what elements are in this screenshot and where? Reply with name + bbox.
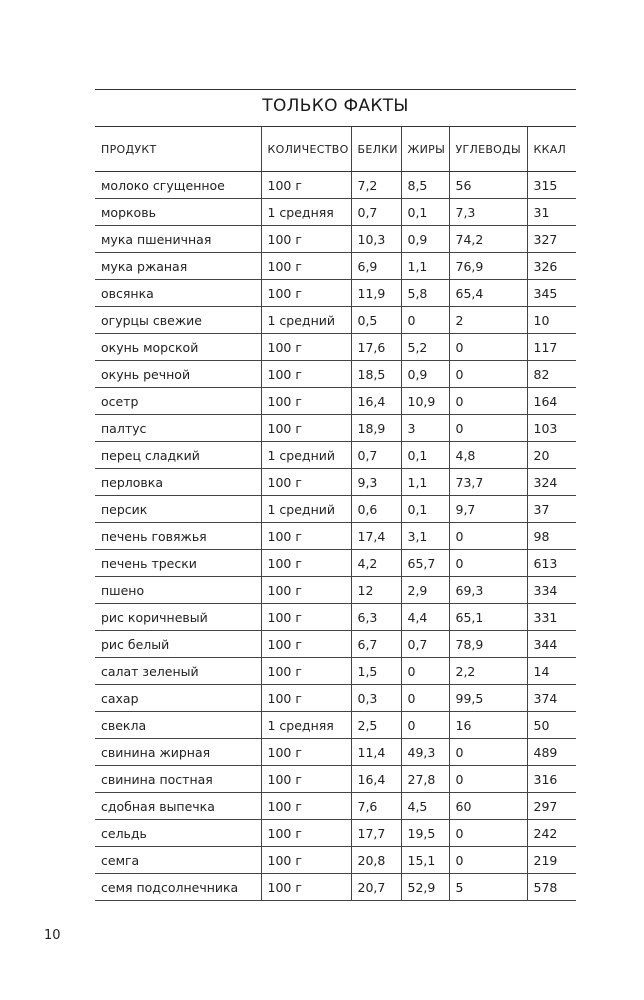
cell-fat: 0,1 [401,496,449,523]
table-row [95,469,576,496]
table-row [95,442,576,469]
cell-product: огурцы свежие [95,307,261,334]
cell-carbs: 65,4 [449,280,527,307]
table-row [95,307,576,334]
cell-carbs: 2 [449,307,527,334]
cell-protein: 17,7 [351,820,401,847]
cell-quantity: 1 средняя [261,712,351,739]
cell-quantity: 1 средний [261,307,351,334]
table-body [95,172,576,901]
cell-carbs: 0 [449,361,527,388]
cell-fat: 0 [401,658,449,685]
cell-product: палтус [95,415,261,442]
cell-kcal: 82 [527,361,576,388]
cell-protein: 7,2 [351,172,401,199]
cell-kcal: 219 [527,847,576,874]
cell-protein: 0,6 [351,496,401,523]
title-rule [95,89,576,90]
cell-carbs: 0 [449,388,527,415]
cell-protein: 1,5 [351,658,401,685]
cell-quantity: 100 г [261,469,351,496]
table-row [95,577,576,604]
cell-product: семга [95,847,261,874]
cell-product: рис белый [95,631,261,658]
cell-product: перец сладкий [95,442,261,469]
cell-fat: 0 [401,685,449,712]
cell-quantity: 100 г [261,577,351,604]
cell-carbs: 99,5 [449,685,527,712]
cell-kcal: 334 [527,577,576,604]
header-carbs: УГЛЕВОДЫ [449,127,527,172]
cell-kcal: 10 [527,307,576,334]
cell-fat: 4,4 [401,604,449,631]
cell-protein: 2,5 [351,712,401,739]
cell-protein: 7,6 [351,793,401,820]
cell-quantity: 100 г [261,604,351,631]
cell-quantity: 100 г [261,766,351,793]
cell-kcal: 578 [527,874,576,901]
cell-quantity: 100 г [261,523,351,550]
table-row [95,712,576,739]
cell-kcal: 98 [527,523,576,550]
cell-product: печень говяжья [95,523,261,550]
cell-quantity: 100 г [261,685,351,712]
cell-protein: 6,9 [351,253,401,280]
cell-fat: 3,1 [401,523,449,550]
cell-kcal: 326 [527,253,576,280]
cell-product: сдобная выпечка [95,793,261,820]
cell-protein: 18,9 [351,415,401,442]
cell-protein: 16,4 [351,388,401,415]
cell-carbs: 0 [449,739,527,766]
cell-kcal: 331 [527,604,576,631]
cell-kcal: 316 [527,766,576,793]
cell-carbs: 4,8 [449,442,527,469]
cell-product: печень трески [95,550,261,577]
cell-product: перловка [95,469,261,496]
cell-product: осетр [95,388,261,415]
cell-quantity: 100 г [261,253,351,280]
cell-product: молоко сгущенное [95,172,261,199]
cell-product: окунь морской [95,334,261,361]
cell-carbs: 7,3 [449,199,527,226]
page-title: ТОЛЬКО ФАКТЫ [262,96,409,116]
cell-protein: 16,4 [351,766,401,793]
cell-quantity: 100 г [261,847,351,874]
cell-fat: 0 [401,307,449,334]
cell-kcal: 37 [527,496,576,523]
cell-kcal: 344 [527,631,576,658]
table-row [95,226,576,253]
table-row [95,604,576,631]
cell-quantity: 100 г [261,739,351,766]
cell-fat: 27,8 [401,766,449,793]
cell-kcal: 14 [527,658,576,685]
table-row [95,739,576,766]
cell-protein: 11,9 [351,280,401,307]
cell-quantity: 100 г [261,280,351,307]
cell-kcal: 164 [527,388,576,415]
cell-fat: 4,5 [401,793,449,820]
cell-product: окунь речной [95,361,261,388]
cell-product: персик [95,496,261,523]
cell-protein: 10,3 [351,226,401,253]
cell-kcal: 374 [527,685,576,712]
cell-kcal: 297 [527,793,576,820]
cell-fat: 0 [401,712,449,739]
header-row [95,127,576,172]
cell-product: мука пшеничная [95,226,261,253]
cell-fat: 52,9 [401,874,449,901]
cell-fat: 15,1 [401,847,449,874]
table-row [95,793,576,820]
table-row [95,172,576,199]
cell-quantity: 100 г [261,361,351,388]
cell-product: сахар [95,685,261,712]
table-row [95,874,576,901]
table-row [95,550,576,577]
cell-carbs: 0 [449,820,527,847]
table-row [95,334,576,361]
cell-product: свинина постная [95,766,261,793]
cell-quantity: 100 г [261,415,351,442]
cell-quantity: 1 средний [261,442,351,469]
cell-carbs: 74,2 [449,226,527,253]
cell-product: морковь [95,199,261,226]
cell-product: мука ржаная [95,253,261,280]
table-row [95,820,576,847]
cell-kcal: 489 [527,739,576,766]
cell-quantity: 100 г [261,226,351,253]
cell-product: семя подсолнечника [95,874,261,901]
cell-kcal: 315 [527,172,576,199]
cell-product: сельдь [95,820,261,847]
cell-protein: 0,5 [351,307,401,334]
table-row [95,658,576,685]
cell-carbs: 2,2 [449,658,527,685]
cell-carbs: 0 [449,766,527,793]
cell-carbs: 60 [449,793,527,820]
cell-kcal: 345 [527,280,576,307]
header-protein: БЕЛКИ [351,127,401,172]
cell-quantity: 100 г [261,793,351,820]
cell-kcal: 31 [527,199,576,226]
cell-fat: 0,9 [401,226,449,253]
header-fat: ЖИРЫ [401,127,449,172]
cell-protein: 4,2 [351,550,401,577]
cell-quantity: 100 г [261,631,351,658]
cell-fat: 49,3 [401,739,449,766]
cell-product: свекла [95,712,261,739]
cell-carbs: 0 [449,847,527,874]
table-row [95,280,576,307]
cell-carbs: 69,3 [449,577,527,604]
cell-quantity: 100 г [261,658,351,685]
cell-fat: 0,9 [401,361,449,388]
table-row [95,685,576,712]
nutrition-table [95,126,576,901]
cell-protein: 20,8 [351,847,401,874]
page-number: 10 [44,928,61,943]
cell-protein: 11,4 [351,739,401,766]
cell-fat: 2,9 [401,577,449,604]
cell-protein: 6,7 [351,631,401,658]
cell-fat: 65,7 [401,550,449,577]
cell-carbs: 76,9 [449,253,527,280]
cell-protein: 0,3 [351,685,401,712]
table-row [95,415,576,442]
cell-fat: 0,7 [401,631,449,658]
cell-quantity: 1 средняя [261,199,351,226]
cell-product: пшено [95,577,261,604]
table-row [95,766,576,793]
cell-kcal: 103 [527,415,576,442]
cell-kcal: 613 [527,550,576,577]
table-row [95,199,576,226]
cell-quantity: 100 г [261,334,351,361]
cell-fat: 10,9 [401,388,449,415]
cell-product: овсянка [95,280,261,307]
cell-kcal: 20 [527,442,576,469]
cell-carbs: 9,7 [449,496,527,523]
table-row [95,253,576,280]
cell-protein: 0,7 [351,199,401,226]
cell-kcal: 50 [527,712,576,739]
cell-protein: 18,5 [351,361,401,388]
cell-kcal: 117 [527,334,576,361]
cell-protein: 12 [351,577,401,604]
table-row [95,631,576,658]
cell-fat: 3 [401,415,449,442]
table-row [95,388,576,415]
cell-fat: 19,5 [401,820,449,847]
cell-quantity: 100 г [261,550,351,577]
cell-carbs: 0 [449,550,527,577]
cell-quantity: 1 средний [261,496,351,523]
header-kcal: ККАЛ [527,127,576,172]
cell-fat: 0,1 [401,442,449,469]
cell-product: свинина жирная [95,739,261,766]
cell-protein: 9,3 [351,469,401,496]
cell-protein: 20,7 [351,874,401,901]
cell-carbs: 0 [449,415,527,442]
cell-product: рис коричневый [95,604,261,631]
table-row [95,361,576,388]
cell-quantity: 100 г [261,172,351,199]
cell-carbs: 0 [449,334,527,361]
table-row [95,523,576,550]
header-quantity: КОЛИЧЕСТВО [261,127,351,172]
cell-carbs: 73,7 [449,469,527,496]
cell-carbs: 16 [449,712,527,739]
cell-fat: 1,1 [401,253,449,280]
cell-kcal: 324 [527,469,576,496]
cell-product: салат зеленый [95,658,261,685]
cell-quantity: 100 г [261,820,351,847]
cell-quantity: 100 г [261,388,351,415]
cell-carbs: 65,1 [449,604,527,631]
cell-fat: 1,1 [401,469,449,496]
table-row [95,496,576,523]
table-row [95,847,576,874]
cell-kcal: 327 [527,226,576,253]
cell-carbs: 0 [449,523,527,550]
cell-protein: 6,3 [351,604,401,631]
cell-kcal: 242 [527,820,576,847]
cell-protein: 17,4 [351,523,401,550]
cell-protein: 17,6 [351,334,401,361]
cell-fat: 5,2 [401,334,449,361]
cell-quantity: 100 г [261,874,351,901]
header-product: ПРОДУКТ [95,127,261,172]
cell-protein: 0,7 [351,442,401,469]
cell-carbs: 56 [449,172,527,199]
cell-carbs: 78,9 [449,631,527,658]
cell-fat: 5,8 [401,280,449,307]
cell-fat: 0,1 [401,199,449,226]
cell-carbs: 5 [449,874,527,901]
cell-fat: 8,5 [401,172,449,199]
